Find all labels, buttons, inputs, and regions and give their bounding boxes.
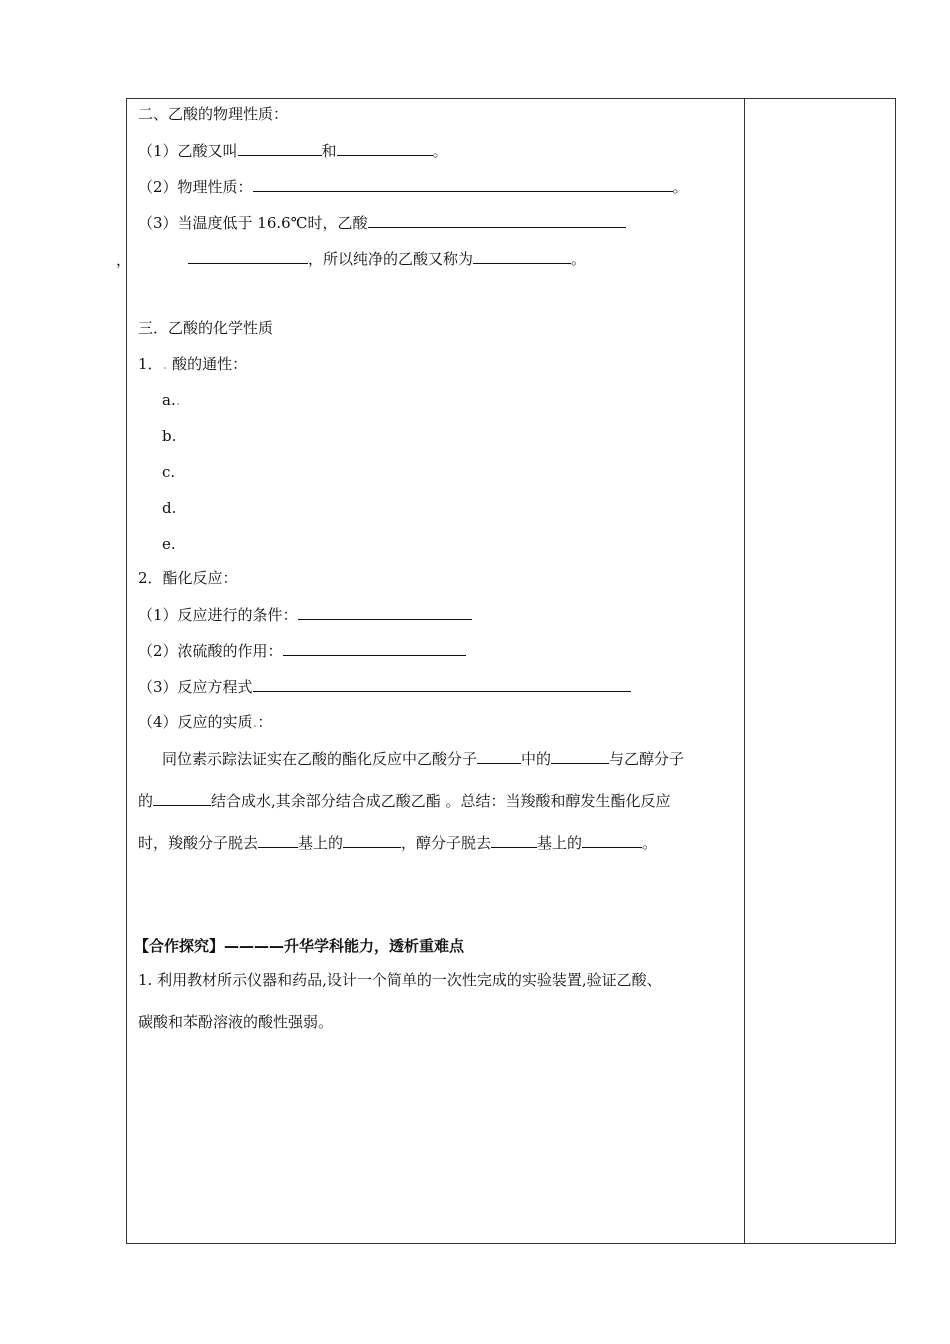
paragraph-line3: 时，羧酸分子脱去 基上的 ，醇分子脱去 基上的 。 [138, 834, 658, 852]
dot-mark: . [175, 391, 181, 409]
section2-item1: （1）乙酸又叫 和 。 [138, 142, 448, 160]
blank-field[interactable] [343, 832, 401, 848]
cooperate-q1-line2: 碳酸和苯酚溶液的酸性强弱。 [138, 1013, 334, 1031]
section2-item2: （2）物理性质： 。 [138, 178, 688, 196]
blank-field[interactable] [582, 832, 642, 848]
esterification-item3: （3）反应方程式 [138, 676, 631, 697]
paragraph-line1: 同位素示踪法证实在乙酸的酯化反应中乙酸分子 中的 与乙醇分子 [162, 750, 685, 768]
list-item: a.. [162, 391, 181, 409]
list-item: d. [162, 499, 177, 517]
section3-sub2: 2．酯化反应： [138, 569, 238, 587]
section3-sub1: 1．. 酸的通性： [138, 355, 248, 373]
section2-item3-cont: ，所以纯净的乙酸又称为 。 [188, 248, 586, 269]
blank-field[interactable] [491, 832, 537, 848]
dot-mark: . [252, 713, 258, 731]
blank-field[interactable] [477, 748, 521, 764]
cooperate-q1-line1: 1. 利用教材所示仪器和药品,设计一个简单的一次性完成的实验装置,验证乙酸、 [138, 971, 662, 989]
column-divider [744, 98, 745, 1244]
blank-field[interactable] [253, 176, 673, 192]
margin-mark: ， [116, 251, 132, 269]
blank-field[interactable] [188, 248, 308, 264]
blank-field[interactable] [368, 212, 626, 228]
blank-field[interactable] [283, 640, 466, 656]
paragraph-line2: 的 结合成水,其余部分结合成乙酸乙酯 。总结：当羧酸和醇发生酯化反应 [138, 792, 671, 810]
esterification-item2: （2）浓硫酸的作用： [138, 640, 466, 661]
cooperate-title: 【合作探究】————升华学科能力，透析重难点 [134, 937, 465, 955]
blank-field[interactable] [298, 604, 472, 620]
list-item: c. [162, 463, 176, 481]
esterification-item1: （1）反应进行的条件： [138, 604, 472, 625]
dot-mark: . [162, 355, 168, 373]
esterification-item4: （4）反应的实质.： [138, 713, 273, 731]
blank-field[interactable] [473, 248, 571, 264]
list-item: b. [162, 427, 177, 445]
section2-title: 二、乙酸的物理性质： [138, 105, 289, 123]
content-table [126, 98, 896, 1244]
blank-field[interactable] [153, 790, 211, 806]
blank-field[interactable] [258, 832, 298, 848]
blank-field[interactable] [253, 676, 631, 692]
blank-field[interactable] [551, 748, 609, 764]
blank-field[interactable] [238, 140, 322, 156]
blank-field[interactable] [337, 140, 433, 156]
section2-item3: （3）当温度低于 16.6℃时，乙酸 [138, 212, 626, 233]
section3-title: 三．乙酸的化学性质 [138, 319, 274, 337]
list-item: e. [162, 535, 176, 553]
